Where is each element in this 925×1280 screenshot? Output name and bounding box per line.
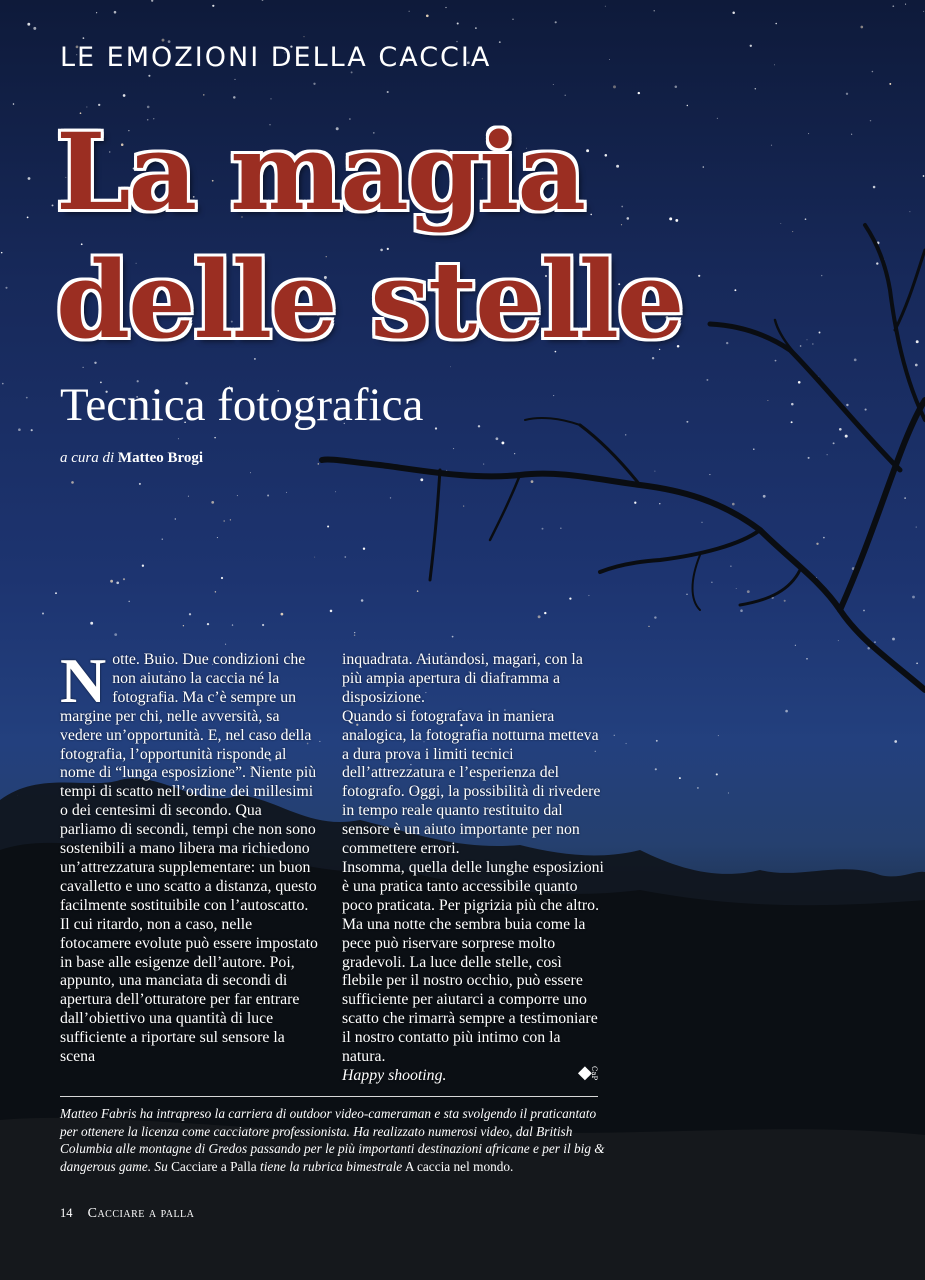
article-column-2 <box>342 651 604 1086</box>
byline <box>60 450 203 467</box>
column-2-paragraph-3: Insomma, quella delle lunghe esposizioni è una pratica tanto accessibile quanto poco praticata. Per pigrizia più che altro. Ma una notte che sembra buia come la pece può riservare sorprese molto gradevoli. La luce delle stelle, così flebile per il nostro occhio, può essere sufficiente per aiutarci a comporre uno scatto che rimarrà sempre a testimoniare il nostro contatto più intimo con la natura. <box>342 858 604 1066</box>
title-line-2: delle stelle <box>56 237 683 362</box>
article-subtitle: Tecnica fotografica <box>60 379 424 431</box>
bio-text-1: Matteo Fabris ha intrapreso la carriera di outdoor video-cameraman e sta svolgendo il praticantato per ottenere la licenza come cacciatore professionista. Ha realizzato numerosi video, dal British Columbia alle montagne di Gredos passando per le più importanti destinazioni africane e per il big & dangerous game. Su <box>60 1106 605 1174</box>
byline-author: Matteo Brogi <box>117 450 204 466</box>
article-title <box>56 108 683 364</box>
footer-magazine-name: Cacciare a palla <box>87 1206 195 1221</box>
page-number: 14 <box>60 1206 73 1220</box>
author-bio <box>60 1105 605 1175</box>
column-2-paragraph-2: Quando si fotografava in maniera analogica, la fotografia notturna metteva a dura prova i limiti tecnici dell’attrezzatura e l’esperienza del fotografo. Oggi, la possibilità di rivedere in tempo reale quanto restituito dal sensore è un aiuto importante per non commettere errori. <box>342 707 601 858</box>
divider <box>60 1096 598 1097</box>
column-2-paragraph-1: inquadrata. Aiutandosi, magari, con la più ampia apertura di diaframma a disposizione. <box>342 651 583 706</box>
closing-line: Happy shooting. <box>342 1066 447 1084</box>
end-mark-icon: ◆ <box>578 1062 592 1083</box>
page-footer <box>60 1206 194 1222</box>
bio-text-2: tiene la rubrica bimestrale <box>260 1158 403 1174</box>
section-kicker: LE EMOZIONI DELLA CACCIA <box>60 42 492 73</box>
end-mark-label: CaP <box>590 1066 598 1081</box>
bio-column-name: A caccia nel mondo. <box>404 1158 514 1174</box>
drop-cap: N <box>60 645 107 716</box>
article-column-1 <box>60 645 318 1067</box>
column-1-text: otte. Buio. Due condizioni che non aiutano la caccia né la fotografia. Ma c’è sempre un margine per chi, nelle avversità, sa vedere un’opportunità. E, nel caso della fotografia, l’opportunità risponde al nome di “lunga esposizione”. Niente più tempi di scatto nell’ordine dei millesimi o dei centesimi di secondo. Qua parliamo di secondi, tempi che non sono sostenibili a mano libera ma richiedono un’attrezzatura supplementare: un buon cavalletto e uno scatto a distanza, questo facilmente sostituibile con l’autoscatto. Il cui ritardo, non a caso, nelle fotocamere evolute può essere impostato in base alle esigenze dell’autore. Poi, appunto, una manciata di secondi di apertura dell’otturatore per far entrare dall’obiettivo una quantità di luce sufficiente a riportare sul sensore la scena <box>60 651 318 1066</box>
byline-prefix: a cura di <box>60 450 115 466</box>
title-line-1: La magia <box>56 109 585 234</box>
bio-magazine-name: Cacciare a Palla <box>171 1158 257 1174</box>
